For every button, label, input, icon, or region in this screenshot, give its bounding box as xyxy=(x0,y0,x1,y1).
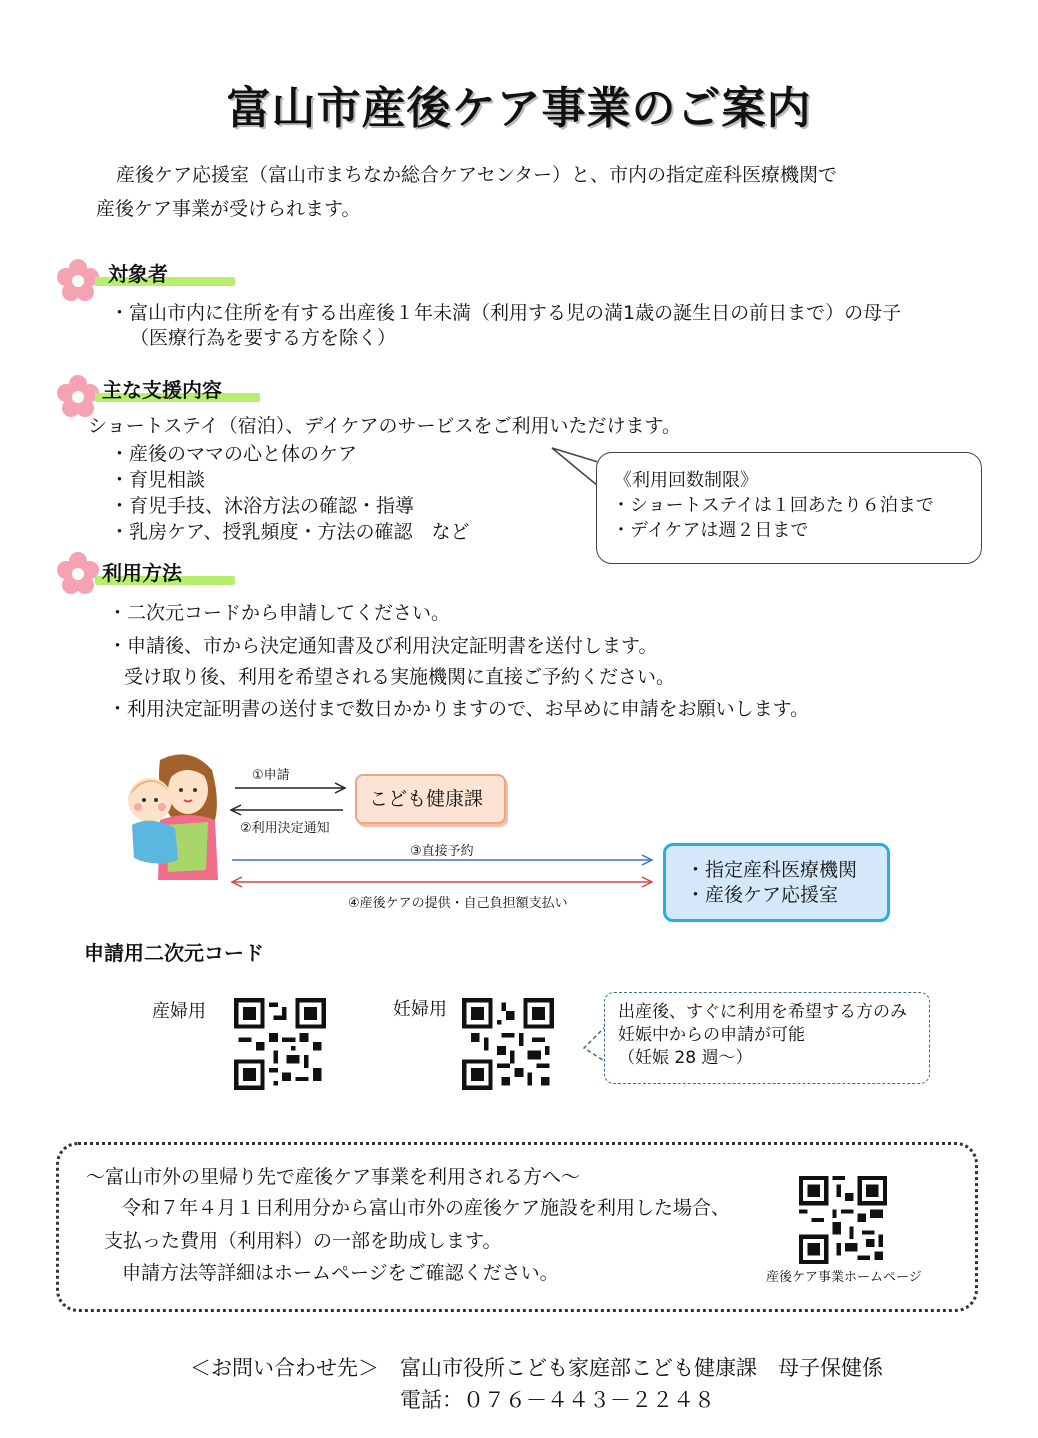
contact-department: 富山市役所こども家庭部こども健康課 母子保健係 xyxy=(400,1356,883,1380)
qr-code-pregnant[interactable] xyxy=(462,998,554,1090)
page-title: 富山市産後ケア事業のご案内 xyxy=(226,83,812,134)
contact-phone: 電話：０７６－４４３－２２４８ xyxy=(400,1388,715,1412)
office-label: こども健康課 xyxy=(369,788,484,810)
limits-title: 《利用回数制限》 xyxy=(614,470,758,491)
qr-note-line: 出産後、すぐに利用を希望する方のみ xyxy=(618,1002,907,1022)
support-item: ・育児手技、沐浴方法の確認・指導 xyxy=(110,495,415,517)
office-box xyxy=(355,774,506,824)
usage-item: 受け取り後、利用を希望される実施機関に直接ご予約ください。 xyxy=(124,666,676,688)
flow-step-notice: ②利用決定通知 xyxy=(240,821,330,836)
section-heading-target: 対象者 xyxy=(108,262,168,286)
outside-heading: ～富山市外の里帰り先で産後ケア事業を利用される方へ～ xyxy=(86,1166,581,1188)
section-heading-usage: 利用方法 xyxy=(102,561,182,585)
qr-label-pregnant: 妊婦用 xyxy=(393,999,447,1020)
flower-icon xyxy=(55,551,101,597)
qr-code-homepage[interactable] xyxy=(799,1176,887,1264)
outside-line: 令和７年４月１日利用分から富山市外の産後ケア施設を利用した場合、 xyxy=(122,1197,731,1219)
qr-label-postpartum: 産婦用 xyxy=(152,1001,206,1022)
target-line-1: ・富山市内に住所を有する出産後１年未満（利用する児の満1歳の誕生日の前日まで）の母子 xyxy=(110,302,902,324)
qr-homepage-caption: 産後ケア事業ホームページ xyxy=(766,1270,922,1285)
contact-label: ＜お問い合わせ先＞ xyxy=(190,1356,379,1380)
limits-item: ・デイケアは週２日まで xyxy=(612,520,809,541)
limits-item: ・ショートステイは１回あたり６泊まで xyxy=(612,495,934,516)
qr-heading: 申請用二次元コード xyxy=(84,941,264,965)
mother-baby-illustration xyxy=(120,750,225,885)
section-heading-support: 主な支援内容 xyxy=(102,378,222,402)
institution-item: ・指定産科医療機関 xyxy=(686,859,858,881)
outside-line: 支払った費用（利用料）の一部を助成します。 xyxy=(104,1230,502,1252)
qr-code-postpartum[interactable] xyxy=(234,998,326,1090)
target-line-2: （医療行為を要する方を除く） xyxy=(130,327,397,349)
usage-item: ・利用決定証明書の送付まで数日かかりますので、お早めに申請をお願いします。 xyxy=(108,698,810,720)
flow-step-reserve: ③直接予約 xyxy=(410,844,474,859)
usage-item: ・申請後、市から決定通知書及び利用決定証明書を送付します。 xyxy=(108,635,658,657)
usage-item: ・二次元コードから申請してください。 xyxy=(108,602,451,624)
institution-item: ・産後ケア応援室 xyxy=(686,884,839,906)
flow-step-apply: ①申請 xyxy=(252,768,290,783)
flow-step-provide: ④産後ケアの提供・自己負担額支払い xyxy=(348,896,568,911)
support-lead: ショートステイ（宿泊）、デイケアのサービスをご利用いただけます。 xyxy=(88,415,681,437)
intro-line-1: 産後ケア応援室（富山市まちなか総合ケアセンター）と、市内の指定産科医療機関で xyxy=(116,164,838,186)
outside-line: 申請方法等詳細はホームページをご確認ください。 xyxy=(122,1262,559,1284)
qr-note-line: 妊娠中からの申請が可能 xyxy=(618,1025,805,1045)
support-item: ・育児相談 xyxy=(110,469,206,491)
qr-note-line: （妊娠 28 週～） xyxy=(618,1048,753,1068)
support-item: ・産後のママの心と体のケア xyxy=(110,443,358,465)
support-item: ・乳房ケア、授乳頻度・方法の確認 など xyxy=(110,521,470,543)
intro-line-2: 産後ケア事業が受けられます。 xyxy=(96,198,361,220)
